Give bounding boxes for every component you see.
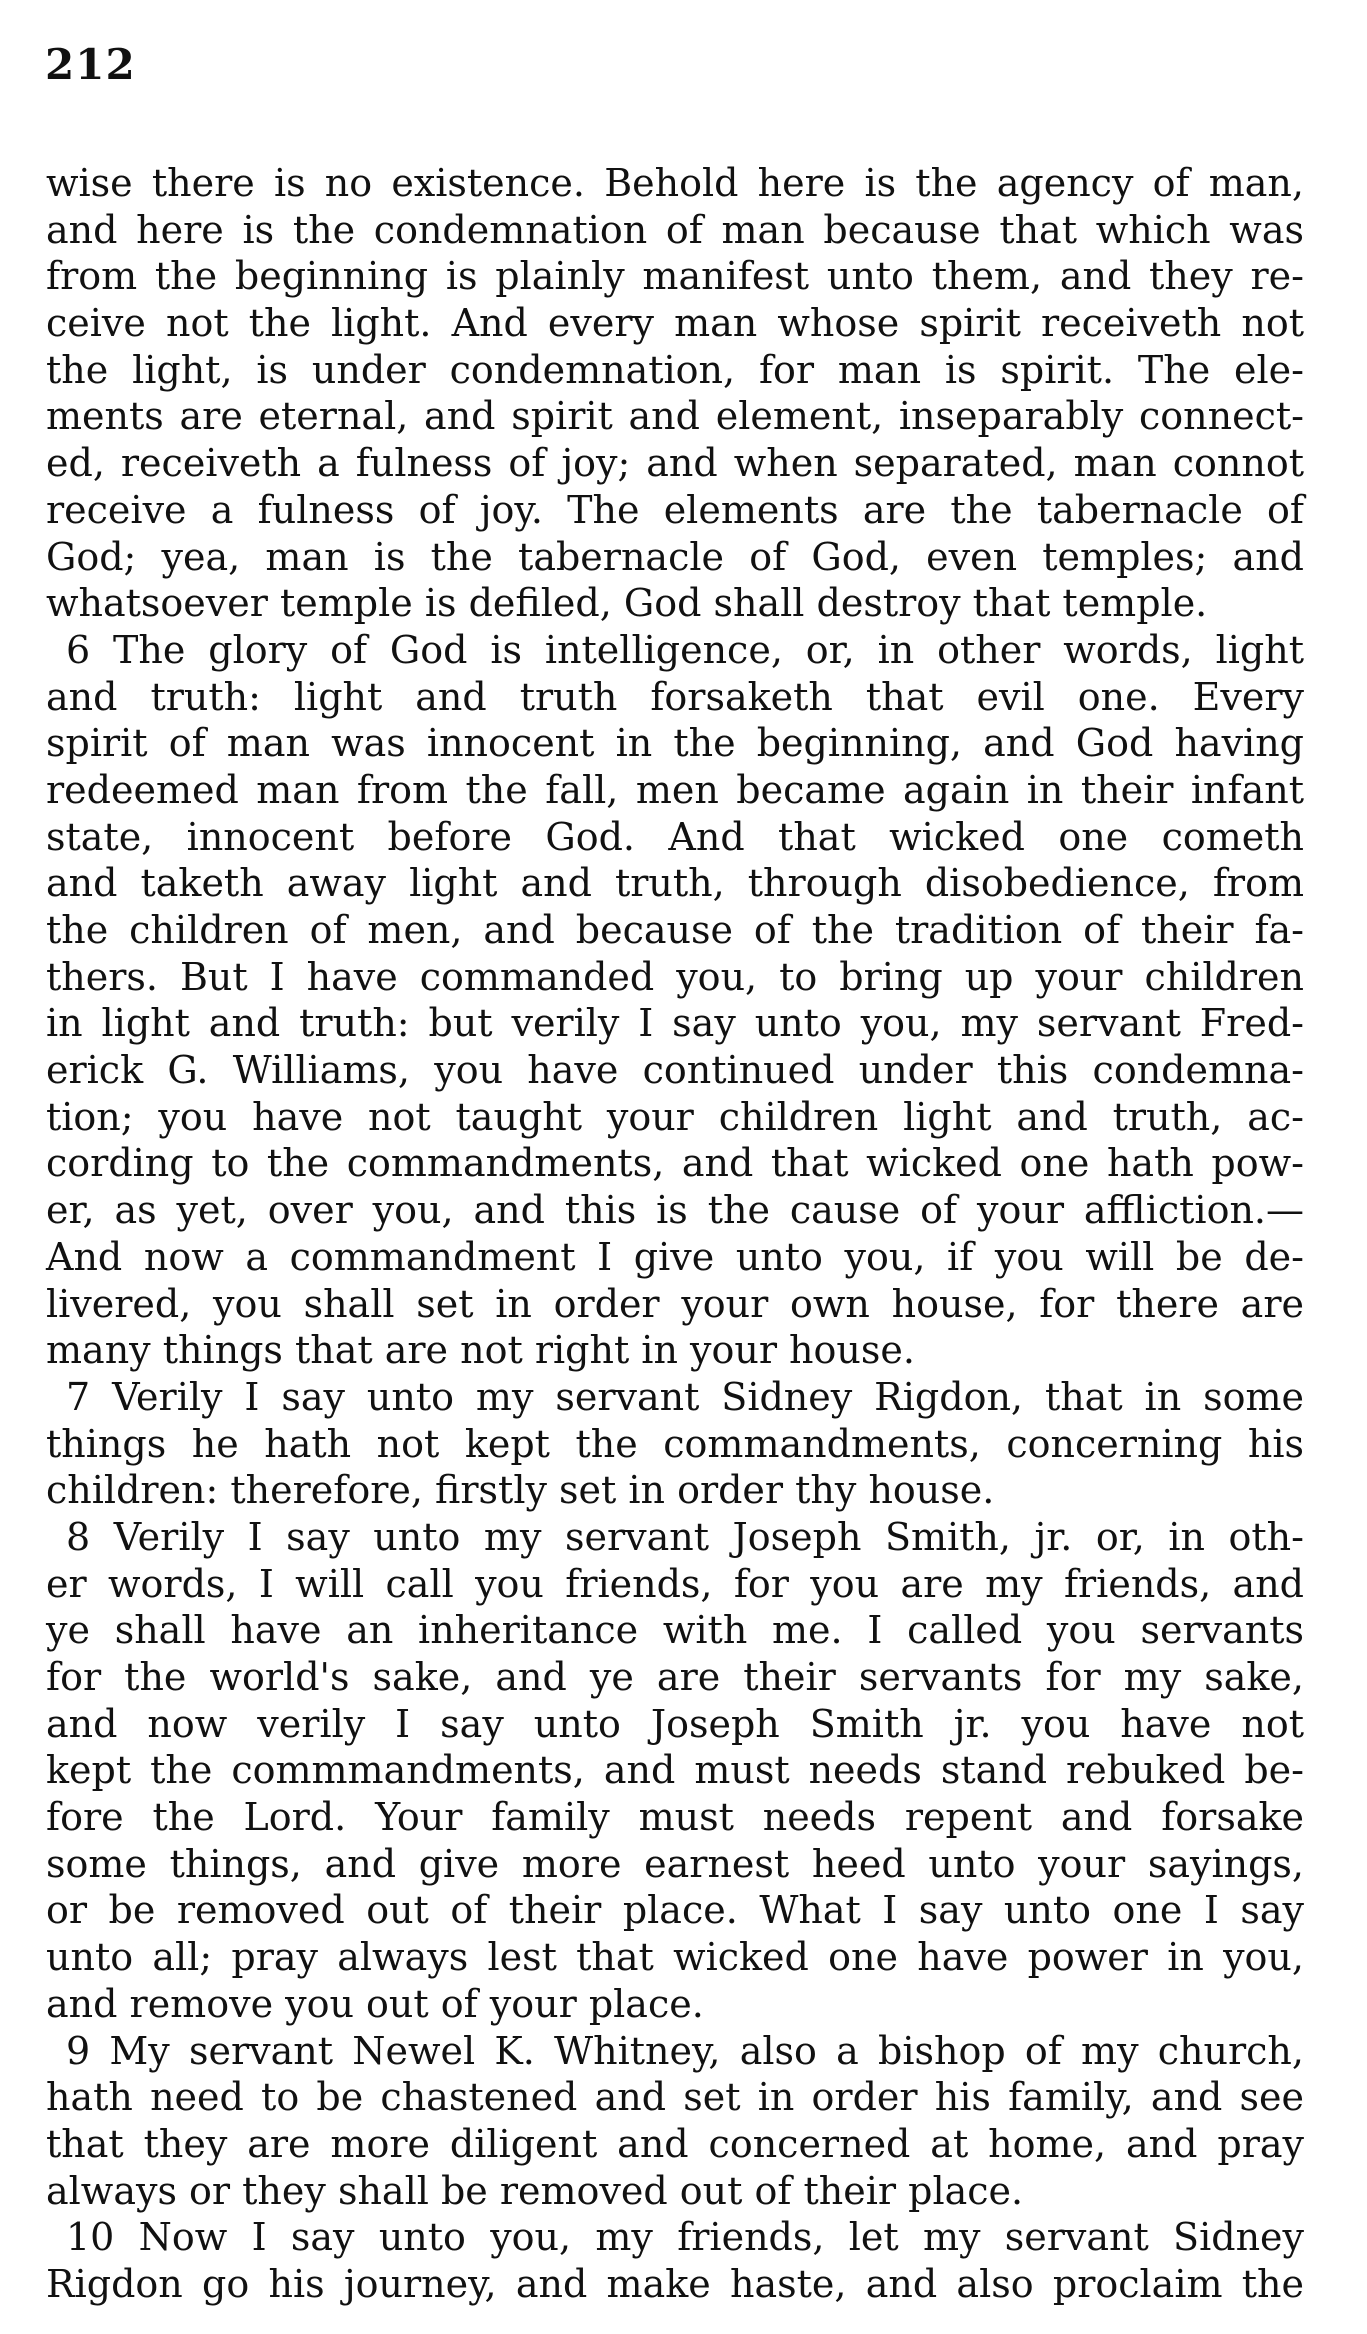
text-line: in light and truth: but verily I say unto you, my servant Fred- — [46, 1001, 1304, 1046]
text-line: cording to the commandments, and that wicked one hath pow- — [46, 1141, 1304, 1186]
text-line: ceive not the light. And every man whose spirit receiveth not — [46, 301, 1304, 346]
text-line: spirit of man was innocent in the beginning, and God having — [46, 721, 1304, 766]
text-line: that they are more diligent and concerned at home, and pray — [46, 2121, 1304, 2166]
text-line: and remove you out of your place. — [46, 1981, 704, 2026]
text-line: redeemed man from the fall, men became again in their infant — [46, 767, 1304, 812]
text-line: children: therefore, firstly set in order thy house. — [46, 1468, 995, 1513]
text-line: unto all; pray always lest that wicked one have power in you, — [46, 1935, 1304, 1980]
text-line: state, innocent before God. And that wicked one cometh — [46, 814, 1304, 859]
text-line: Rigdon go his journey, and make haste, and also proclaim the — [46, 2261, 1304, 2306]
text-line: livered, you shall set in order your own house, for there are — [46, 1281, 1304, 1326]
text-line: thers. But I have commanded you, to bring up your children — [46, 954, 1304, 999]
text-line: for the world's sake, and ye are their servants for my sake, — [46, 1655, 1304, 1699]
text-line: God; yea, man is the tabernacle of God, even temples; and — [46, 534, 1304, 579]
text-line: hath need to be chastened and set in order his family, and see — [46, 2075, 1304, 2120]
text-line: kept the commmandments, and must needs stand rebuked be- — [46, 1748, 1304, 1793]
page-text — [46, 160, 1304, 2308]
text-line: wise there is no existence. Behold here is the agency of man, — [46, 161, 1304, 205]
text-line: ments are eternal, and spirit and element, inseparably connect- — [46, 394, 1304, 439]
text-line: fore the Lord. Your family must needs repent and forsake — [46, 1795, 1304, 1840]
text-line: ye shall have an inheritance with me. I called you servants — [46, 1608, 1304, 1653]
text-line: and truth: light and truth forsaketh that evil one. Every — [46, 674, 1304, 719]
text-line: 8 Verily I say unto my servant Joseph Smith, jr. or, in oth- — [66, 1514, 1304, 1559]
text-line: tion; you have not taught your children light and truth, ac- — [46, 1094, 1304, 1139]
text-line: 7 Verily I say unto my servant Sidney Rigdon, that in some — [66, 1374, 1304, 1419]
text-line: and taketh away light and truth, through disobedience, from — [46, 861, 1304, 906]
text-line: erick G. Williams, you have continued under this condemna- — [46, 1048, 1304, 1093]
text-line: or be removed out of their place. What I say unto one I say — [46, 1888, 1304, 1933]
text-line: many things that are not right in your house. — [46, 1328, 915, 1373]
text-line: ed, receiveth a fulness of joy; and when separated, man connot — [46, 441, 1304, 486]
text-line: and here is the condemnation of man because that which was — [46, 207, 1304, 252]
text-line: And now a commandment I give unto you, if you will be de- — [46, 1234, 1304, 1279]
text-line: er, as yet, over you, and this is the cause of your affliction.— — [46, 1188, 1304, 1233]
text-line: and now verily I say unto Joseph Smith jr. you have not — [46, 1701, 1304, 1746]
text-line: always or they shall be removed out of their place. — [46, 2168, 1024, 2213]
text-line: 6 The glory of God is intelligence, or, in other words, light — [66, 627, 1304, 672]
text-line: 9 My servant Newel K. Whitney, also a bishop of my church, — [66, 2028, 1304, 2073]
text-line: some things, and give more earnest heed unto your sayings, — [46, 1841, 1304, 1886]
text-line: from the beginning is plainly manifest unto them, and they re- — [46, 254, 1304, 299]
text-line: things he hath not kept the commandments, concerning his — [46, 1421, 1304, 1466]
text-line: er words, I will call you friends, for you are my friends, and — [46, 1561, 1304, 1606]
text-line: 10 Now I say unto you, my friends, let my servant Sidney — [66, 2215, 1304, 2260]
text-line: whatsoever temple is defiled, God shall destroy that temple. — [46, 581, 1208, 626]
text-line: receive a fulness of joy. The elements are the tabernacle of — [46, 487, 1304, 532]
text-line: the children of men, and because of the tradition of their fa- — [46, 908, 1304, 952]
text-line: the light, is under condemnation, for man is spirit. The ele- — [46, 347, 1304, 392]
page-number: 212 — [45, 40, 136, 89]
